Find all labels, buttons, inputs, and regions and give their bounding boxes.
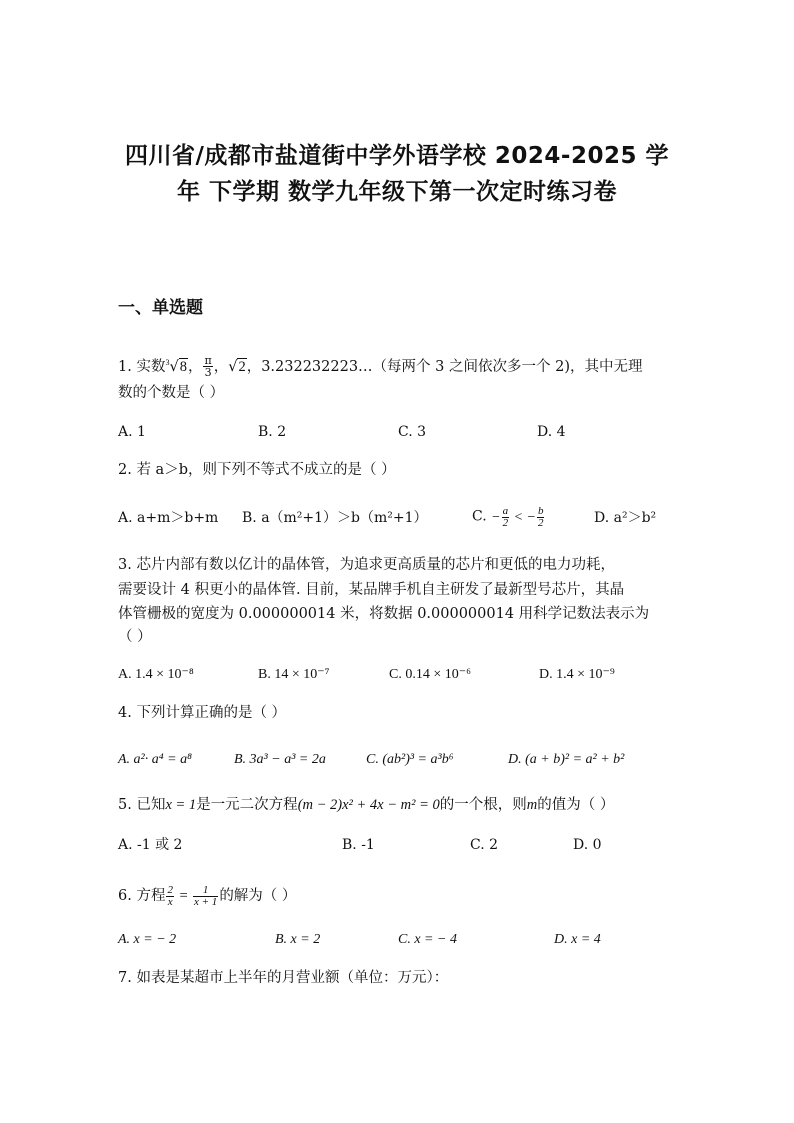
q5-option-a[interactable]: A. -1 或 2: [118, 837, 183, 853]
q5-option-c[interactable]: C. 2: [470, 837, 499, 853]
q1-option-b[interactable]: B. 2: [258, 424, 287, 440]
q2-option-c[interactable]: C. − $\frac{a}{2}$ < − $\frac{b}{2}$: [472, 505, 544, 529]
section-heading: 一、单选题: [118, 298, 203, 318]
q2-option-b[interactable]: B. a（m²+1）＞b（m²+1）: [242, 510, 428, 526]
sqrt-2: √2: [228, 358, 246, 375]
q5-option-d[interactable]: D. 0: [573, 837, 602, 853]
q4-option-a[interactable]: A. a²· a⁴ = a⁸: [118, 752, 192, 767]
q2-option-c-expression: − $\frac{a}{2}$ < − $\frac{b}{2}$: [491, 505, 544, 529]
question-2-stem: 2. 若 a＞b，则下列不等式不成立的是（ ）: [118, 462, 396, 478]
q1-option-c[interactable]: C. 3: [398, 424, 427, 440]
q3-option-a[interactable]: A. 1.4 × 10⁻⁸: [118, 667, 194, 682]
question-3-line1: 3. 芯片内部有数以亿计的晶体管，为追求更高质量的芯片和更低的电力功耗，: [118, 557, 615, 573]
q6-option-b[interactable]: B. x = 2: [275, 932, 321, 947]
title-line-1: 四川省/成都市盐道街中学外语学校 2024-2025 学: [125, 143, 669, 169]
question-6-stem: 6. 方程 $\frac{2}{x}$ = $\frac{1}{x + 1}$ 的解为（ ）: [118, 884, 297, 908]
q2-option-a[interactable]: A. a+m＞b+m: [118, 510, 219, 526]
question-3-line2: 需要设计 4 积更小的晶体管. 目前，某品牌手机自主研发了最新型号芯片，其晶: [118, 582, 625, 598]
question-3-line3: 体管栅极的宽度为 0.000000014 米，将数据 0.000000014 用科学记数法表示为: [118, 606, 650, 622]
question-4-stem: 4. 下列计算正确的是（ ）: [118, 705, 287, 721]
q4-option-d[interactable]: D. (a + b)² = a² + b²: [508, 752, 625, 767]
pi-over-3: $\frac{\pi}{3}$: [204, 354, 212, 380]
q5-option-b[interactable]: B. -1: [342, 837, 375, 853]
document-title: [100, 138, 694, 210]
q2-option-d[interactable]: D. a²＞b²: [594, 510, 657, 526]
title-line-2: 年 下学期 数学九年级下第一次定时练习卷: [176, 179, 617, 205]
question-1-stem-line2: 数的个数是（ ）: [118, 385, 225, 401]
q5-quadratic-equation: (m − 2)x² + 4x − m² = 0: [297, 797, 440, 813]
cube-root-8: $^3$√8: [165, 358, 187, 375]
question-7-stem: 7. 如表是某超市上半年的月营业额（单位：万元）：: [118, 970, 449, 986]
q1-option-d[interactable]: D. 4: [537, 424, 566, 440]
question-3-line4: （ ）: [118, 629, 152, 645]
q4-option-b[interactable]: B. 3a³ − a³ = 2a: [234, 752, 326, 767]
q6-option-c[interactable]: C. x = − 4: [398, 932, 457, 947]
q5-root-equation: x = 1: [165, 797, 197, 813]
question-1-stem: 1. 实数$^3$√8， $\frac{\pi}{3}$ ，√2，3.232232223…（每两个 3 之间依次多一个 2)，其中无理: [118, 354, 643, 380]
q4-option-c[interactable]: C. (ab²)³ = a³b⁶: [366, 752, 454, 767]
q3-option-c[interactable]: C. 0.14 × 10⁻⁶: [389, 667, 472, 682]
q6-option-d[interactable]: D. x = 4: [554, 932, 601, 947]
q6-equation: $\frac{2}{x}$ = $\frac{1}{x + 1}$: [167, 884, 218, 908]
question-5-stem: 5. 已知x = 1是一元二次方程(m − 2)x² + 4x − m² = 0的一个根，则m的值为（ ）: [118, 797, 615, 813]
q1-option-a[interactable]: A. 1: [118, 424, 146, 440]
q6-option-a[interactable]: A. x = − 2: [118, 932, 177, 947]
q3-option-b[interactable]: B. 14 × 10⁻⁷: [258, 667, 330, 682]
q3-option-d[interactable]: D. 1.4 × 10⁻⁹: [539, 667, 615, 682]
